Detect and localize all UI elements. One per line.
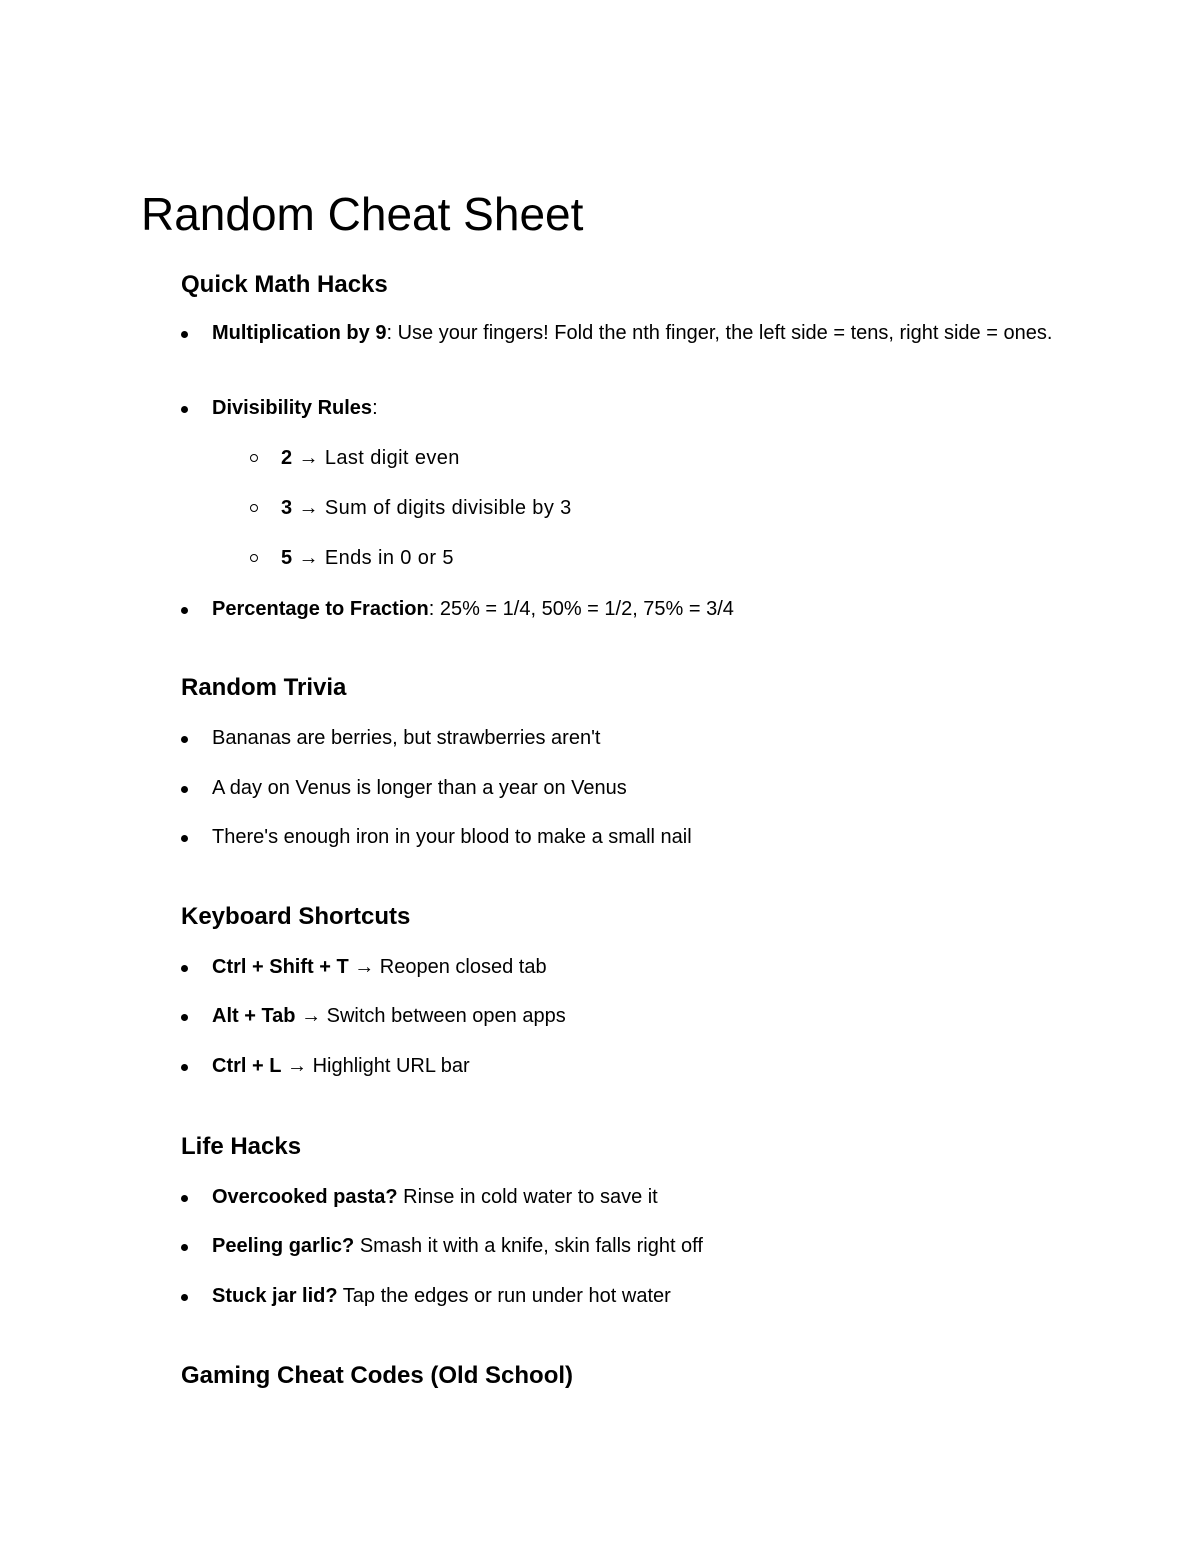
hollow-bullet-icon xyxy=(250,504,258,512)
bullet-icon xyxy=(181,1294,188,1301)
list-item-body: Rinse in cold water to save it xyxy=(397,1186,658,1208)
list-item-body: : Use your fingers! Fold the nth finger, the left side = tens, right side = ones. xyxy=(386,322,1053,344)
list-item-bold: Stuck jar lid? xyxy=(212,1285,338,1307)
list-item-bold: Ctrl + Shift + T xyxy=(212,956,349,978)
bullet-icon xyxy=(181,736,188,743)
list-item-body: → Highlight URL bar xyxy=(281,1055,470,1077)
list-item-text xyxy=(212,1054,1057,1079)
list-item-body: Tap the edges or run under hot water xyxy=(337,1285,671,1307)
section-heading: Gaming Cheat Codes (Old School) xyxy=(181,1362,574,1389)
list-item-body: Smash it with a knife, skin falls right off xyxy=(354,1235,703,1257)
sub-list-item-bold: 5 xyxy=(281,547,293,569)
bullet-icon xyxy=(181,1064,188,1071)
bullet-icon xyxy=(181,607,188,614)
list-item-text: Bananas are berries, but strawberries aren't xyxy=(212,727,601,749)
bullet-icon xyxy=(181,786,188,793)
hollow-bullet-icon xyxy=(250,554,258,562)
list-item-text xyxy=(212,1004,1057,1029)
section-heading: Random Trivia xyxy=(181,674,347,701)
sub-list-item-text xyxy=(281,546,454,571)
bullet-icon xyxy=(181,835,188,842)
bullet-icon xyxy=(181,1195,188,1202)
list-item-body: : xyxy=(372,397,378,419)
document-title: Random Cheat Sheet xyxy=(141,188,584,240)
sub-list-item-body: → Sum of digits divisible by 3 xyxy=(292,497,572,519)
bullet-icon xyxy=(181,1244,188,1251)
sub-list-item-bold: 3 xyxy=(281,497,293,519)
bullet-icon xyxy=(181,406,188,413)
section-heading: Life Hacks xyxy=(181,1133,302,1160)
bullet-icon xyxy=(181,965,188,972)
hollow-bullet-icon xyxy=(250,454,258,462)
list-item-text xyxy=(212,321,1057,346)
list-item-text xyxy=(212,396,1057,421)
list-item-bold: Peeling garlic? xyxy=(212,1235,355,1257)
list-item-text xyxy=(212,597,1057,622)
sub-list-item-body: → Last digit even xyxy=(292,447,460,469)
sub-list-item-bold: 2 xyxy=(281,447,293,469)
list-item-text: There's enough iron in your blood to make a small nail xyxy=(212,826,692,848)
list-item-body: → Switch between open apps xyxy=(295,1005,566,1027)
sub-list-item-body: → Ends in 0 or 5 xyxy=(292,547,454,569)
sub-list-item-text xyxy=(281,496,572,521)
list-item-bold: Multiplication by 9 xyxy=(212,322,387,344)
list-item-body: : 25% = 1/4, 50% = 1/2, 75% = 3/4 xyxy=(428,598,734,620)
section-heading: Keyboard Shortcuts xyxy=(181,903,411,930)
list-item-bold: Overcooked pasta? xyxy=(212,1186,398,1208)
list-item-text xyxy=(212,955,1057,980)
list-item-body: → Reopen closed tab xyxy=(348,956,547,978)
list-item-bold: Ctrl + L xyxy=(212,1055,282,1077)
list-item-bold: Alt + Tab xyxy=(212,1005,296,1027)
bullet-icon xyxy=(181,1014,188,1021)
sub-list-item-text xyxy=(281,446,460,471)
list-item-bold: Divisibility Rules xyxy=(212,397,373,419)
section-heading: Quick Math Hacks xyxy=(181,271,388,298)
bullet-icon xyxy=(181,331,188,338)
list-item-text: A day on Venus is longer than a year on Venus xyxy=(212,777,627,799)
list-item-text xyxy=(212,1185,1057,1210)
list-item-text xyxy=(212,1234,1057,1259)
list-item-bold: Percentage to Fraction xyxy=(212,598,429,620)
list-item-text xyxy=(212,1284,1057,1309)
